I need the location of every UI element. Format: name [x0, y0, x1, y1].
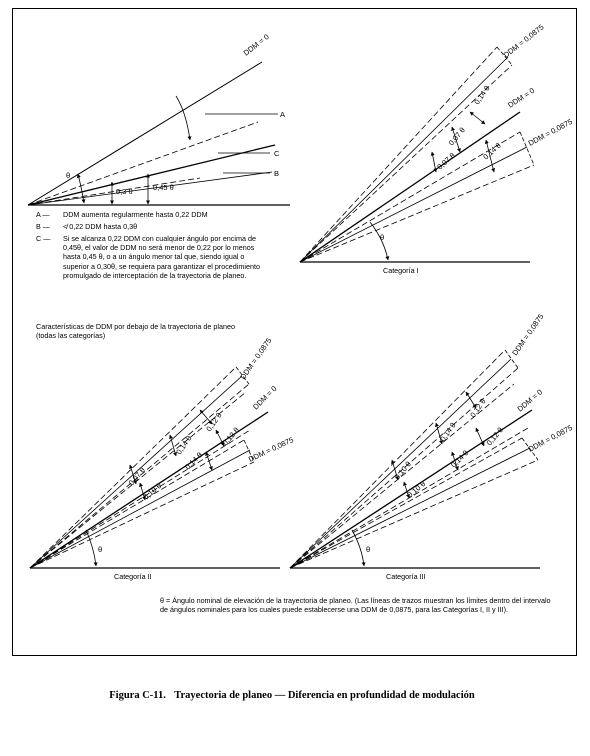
p3-theta: θ	[98, 545, 103, 554]
p4-v010-upper: 0,10 θ	[392, 459, 413, 482]
p4-theta: θ	[366, 545, 371, 554]
legend-text: Si se alcanza 0,22 DDM con cualquier ángulo por encima de 0,45θ, el valor de DDM no será menor de 0,22 por lo menos hasta 0,45 θ, o a un ángulo menor tal que, siendo igual o superior a 0,30θ, se requiera para garantizar el procedimiento promulgado de interceptación de la trayectoria de planeo.	[63, 234, 260, 280]
p3-v012-lower: 0,12 θ	[220, 425, 241, 448]
p1-theta: θ	[66, 171, 71, 180]
category-3-label: Categoría III	[386, 572, 426, 581]
p3-v010: 0,10 θ	[141, 481, 164, 502]
below-path-note: Características de DDM por debajo de la trayectoria de planeo (todas las categorías)	[36, 322, 235, 341]
p2-v007-upper: 0,07 θ	[446, 125, 467, 148]
p4-ddm0875-bottom-label: DDM = 0,0875	[526, 423, 574, 454]
p3-v014-lower: 0,14 θ	[183, 450, 205, 472]
p4-v012-lower: 0,12 θ	[484, 425, 505, 448]
category-2-label: Categoría II	[114, 572, 152, 581]
p4-v014-upper: 0,14 θ	[438, 420, 458, 444]
footnote: θ = Ángulo nominal de elevación de la trayectoria de planeo. (Las líneas de trazos muestran los límites dentro del intervalo de ángulos nominales para los cuales puede establecerse una DDM de 0,0875, para las Categorías I, II y III).	[160, 596, 551, 615]
p1-ddm0-label: DDM = 0	[241, 32, 271, 58]
p2-ddm0875-top-label: DDM = 0,0875	[501, 22, 546, 60]
p1-v03: 0,3 θ	[116, 187, 133, 196]
p4-ddm0-label: DDM = 0	[515, 387, 545, 414]
legend-key: A —	[36, 210, 50, 219]
p4-v010-lower: 0,10 θ	[405, 479, 428, 500]
legend-text: ≮ 0,22 DDM hasta 0,3θ	[63, 222, 138, 231]
p3-v007: 0,07 θ	[126, 465, 147, 488]
figure-caption	[0, 690, 590, 701]
p2-ddm0875-bottom-label: DDM = 0,0875	[526, 117, 574, 148]
panel-2-lines	[300, 47, 537, 262]
p3-ddm0875-top-label: DDM = 0,0875	[238, 336, 274, 382]
p3-v012-upper: 0,12 θ	[204, 410, 224, 434]
p1-label-c: C	[274, 149, 280, 158]
p2-v014-upper: 0,14 θ	[472, 83, 492, 107]
p3-v014-upper: 0,14 θ	[174, 433, 194, 457]
p4-v014-lower: 0,14 θ	[449, 448, 471, 470]
p1-label-b: B	[274, 169, 280, 178]
p4-ddm0875-top-label: DDM = 0,0875	[510, 312, 546, 358]
legend-key: B —	[36, 222, 50, 231]
p1-label-a: A	[280, 110, 286, 119]
caption-title: Trayectoria de planeo — Diferencia en profundidad de modulación	[174, 690, 475, 701]
legend-key: C —	[36, 234, 51, 243]
legend-text: DDM aumenta regularmente hasta 0,22 DDM	[63, 210, 208, 219]
p2-v014-lower: 0,14 θ	[481, 140, 503, 162]
p2-v007-lower: 0,07 θ	[435, 150, 457, 172]
caption-number: Figura C-11.	[109, 690, 166, 701]
panel-4-lines	[290, 350, 540, 568]
p4-v012-upper: 0,12 θ	[468, 396, 488, 420]
p2-ddm0-label: DDM = 0	[506, 85, 537, 110]
panel-3-lines	[30, 367, 280, 568]
p2-theta: θ	[380, 233, 385, 242]
p3-ddm0-label: DDM = 0	[251, 383, 279, 412]
p3-ddm0875-bottom-label: DDM = 0,0875	[247, 435, 295, 464]
category-1-label: Categoría I	[383, 266, 419, 275]
p1-v045: 0,45 θ	[153, 183, 174, 192]
